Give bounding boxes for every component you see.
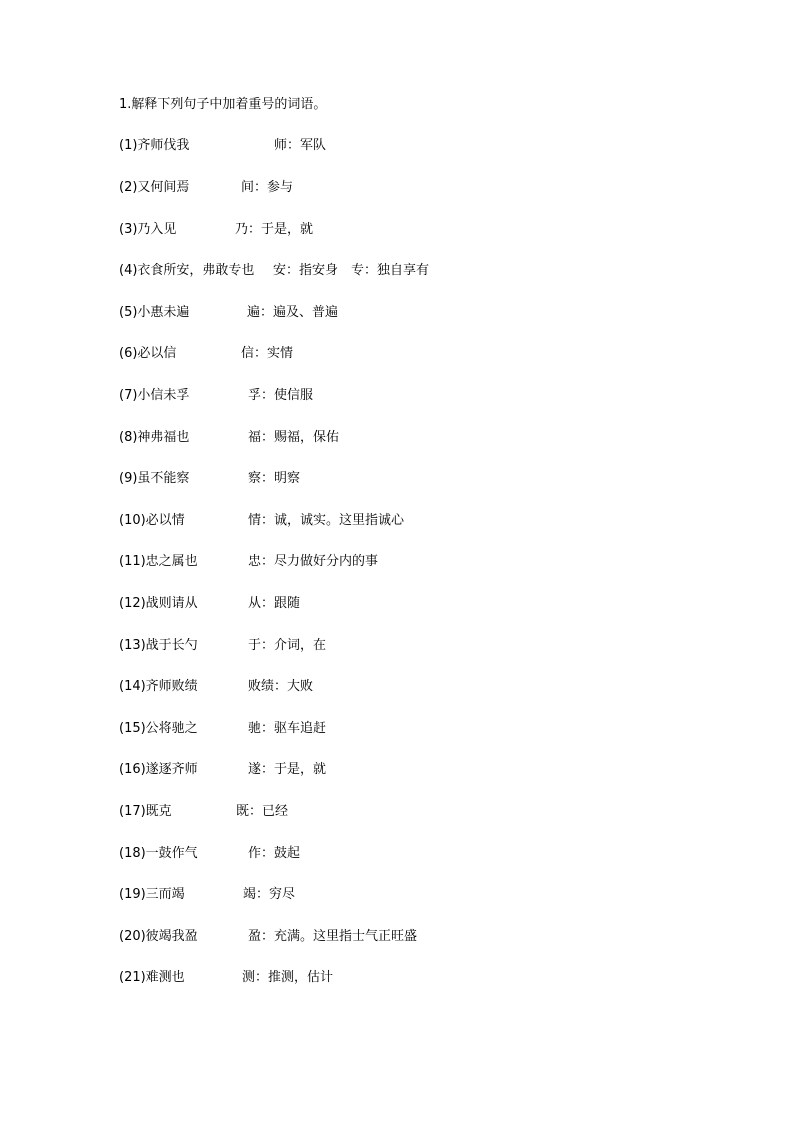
- vocab-item: [119, 803, 679, 821]
- vocab-source: (19)三而竭: [119, 887, 185, 902]
- vocab-gloss: 孚：使信服: [248, 388, 314, 403]
- vocab-gloss: 遂：于是，就: [248, 762, 327, 777]
- vocab-gloss: 盈：充满。这里指士气正旺盛: [248, 929, 418, 944]
- vocab-item: [119, 845, 679, 863]
- vocab-gloss: 安：指安身 专：独自享有: [273, 263, 430, 278]
- vocab-item: [119, 720, 679, 738]
- vocab-gloss: 测：推测，估计: [242, 970, 334, 985]
- vocab-item: [119, 969, 679, 987]
- vocab-item: [119, 262, 679, 280]
- vocab-item: [119, 429, 679, 447]
- vocab-gloss: 于：介词，在: [248, 638, 327, 653]
- vocab-gloss: 察：明察: [248, 471, 301, 486]
- vocab-source: (14)齐师败绩: [119, 679, 198, 694]
- vocab-source: (18)一鼓作气: [119, 846, 198, 861]
- vocab-gloss: 既：已经: [236, 804, 289, 819]
- vocab-source: (9)虽不能察: [119, 471, 190, 486]
- vocab-item: [119, 886, 679, 904]
- vocab-source: (21)难测也: [119, 970, 185, 985]
- vocab-source: (1)齐师伐我: [119, 138, 190, 153]
- vocab-source: (17)既克: [119, 804, 172, 819]
- vocab-source: (12)战则请从: [119, 596, 198, 611]
- vocab-source: (4)衣食所安，弗敢专也: [119, 263, 255, 278]
- vocab-gloss: 败绩：大败: [248, 679, 314, 694]
- vocab-item: [119, 470, 679, 488]
- vocab-source: (13)战于长勺: [119, 638, 198, 653]
- vocab-item: [119, 512, 679, 530]
- vocab-source: (7)小信未孚: [119, 388, 190, 403]
- vocab-item: [119, 179, 679, 197]
- exercise-title: 1.解释下列句子中加着重号的词语。: [119, 97, 327, 112]
- vocab-item: [119, 761, 679, 779]
- vocab-gloss: 作：鼓起: [248, 846, 301, 861]
- vocab-item: [119, 304, 679, 322]
- vocab-source: (16)遂逐齐师: [119, 762, 198, 777]
- vocab-source: (10)必以情: [119, 513, 185, 528]
- vocab-gloss: 福：赐福，保佑: [248, 430, 340, 445]
- vocab-item: [119, 553, 679, 571]
- vocab-source: (3)乃入见: [119, 222, 177, 237]
- vocab-source: (6)必以信: [119, 346, 177, 361]
- vocab-item: [119, 137, 679, 155]
- vocab-source: (8)神弗福也: [119, 430, 190, 445]
- vocab-gloss: 乃：于是，就: [235, 222, 314, 237]
- vocab-gloss: 师：军队: [274, 138, 327, 153]
- vocab-gloss: 遍：遍及、普遍: [247, 305, 339, 320]
- vocab-item: [119, 637, 679, 655]
- vocab-item: [119, 387, 679, 405]
- vocab-source: (2)又何间焉: [119, 180, 190, 195]
- vocab-source: (20)彼竭我盈: [119, 929, 198, 944]
- vocab-gloss: 情：诚，诚实。这里指诚心: [248, 513, 405, 528]
- vocab-gloss: 间：参与: [241, 180, 294, 195]
- vocab-item: [119, 595, 679, 613]
- vocab-gloss: 忠：尽力做好分内的事: [248, 554, 379, 569]
- vocab-gloss: 信：实情: [241, 346, 294, 361]
- vocab-item: [119, 678, 679, 696]
- vocab-item: [119, 928, 679, 946]
- vocab-item: [119, 345, 679, 363]
- vocab-source: (5)小惠未遍: [119, 305, 190, 320]
- vocab-source: (15)公将驰之: [119, 721, 198, 736]
- vocab-gloss: 从：跟随: [248, 596, 301, 611]
- vocab-gloss: 驰：驱车追赶: [248, 721, 327, 736]
- vocab-source: (11)忠之属也: [119, 554, 198, 569]
- vocab-item: [119, 221, 679, 239]
- vocab-gloss: 竭：穷尽: [243, 887, 296, 902]
